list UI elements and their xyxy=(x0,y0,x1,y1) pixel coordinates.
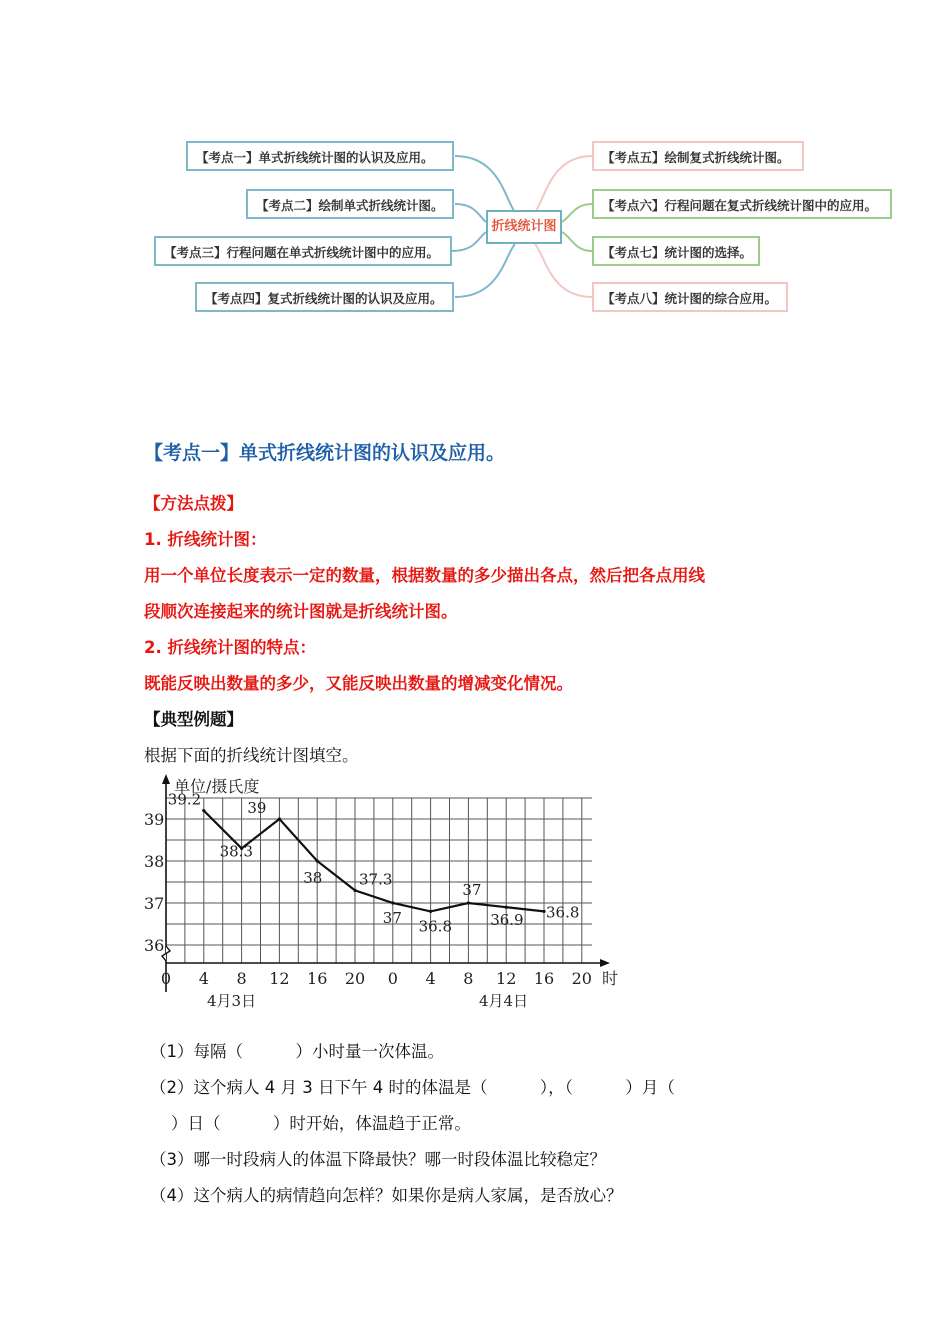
question-2-line-1: （2）这个病人 4 月 3 日下午 4 时的体温是（ ），（ ）月（ xyxy=(150,1078,675,1097)
question-3: （3）哪一时段病人的体温下降最快？哪一时段体温比较稳定？ xyxy=(150,1150,606,1169)
temperature-line-chart xyxy=(140,770,640,1015)
example-intro: 根据下面的折线统计图填空。 xyxy=(144,746,359,765)
method-title: 【方法点拨】 xyxy=(144,494,243,513)
x-tick-label: 20 xyxy=(571,969,592,988)
x-tick-label: 8 xyxy=(463,969,474,988)
data-point xyxy=(278,817,281,820)
mind-map xyxy=(0,0,950,340)
x-tick-label: 12 xyxy=(496,969,517,988)
mindmap-center-node: 折线统计图 xyxy=(486,210,562,244)
y-tick-label: 39 xyxy=(144,810,165,829)
y-axis-title: 单位/摄氏度 xyxy=(174,777,260,796)
x-axis-arrow xyxy=(600,959,610,967)
data-point xyxy=(505,906,508,909)
data-label: 36.8 xyxy=(418,917,453,936)
point-1-line-1: 用一个单位长度表示一定的数量，根据数量的多少描出各点，然后把各点用线 xyxy=(144,566,705,585)
data-label: 37.3 xyxy=(359,870,393,889)
x-tick-label: 20 xyxy=(344,969,366,988)
data-label: 38 xyxy=(303,869,323,887)
point-1-title: 1. 折线统计图： xyxy=(144,530,267,549)
mindmap-node-left-4: 【考点四】复式折线统计图的认识及应用。 xyxy=(195,282,454,312)
point-2-title: 2. 折线统计图的特点： xyxy=(144,638,316,657)
data-label: 37 xyxy=(462,881,482,899)
example-title: 【典型例题】 xyxy=(144,710,243,729)
data-point xyxy=(353,889,356,892)
x-tick-labels xyxy=(161,969,592,988)
mindmap-node-left-1: 【考点一】单式折线统计图的认识及应用。 xyxy=(186,141,454,171)
question-2-line-2: ）日（ ）时开始，体温趋于正常。 xyxy=(150,1114,471,1133)
point-2-line-1: 既能反映出数量的多少，又能反映出数量的增减变化情况。 xyxy=(144,674,573,693)
date-label-apr-4: 4月4日 xyxy=(479,992,529,1010)
x-tick-label: 0 xyxy=(387,969,398,988)
x-tick-label: 12 xyxy=(269,969,290,988)
mindmap-node-right-5: 【考点五】绘制复式折线统计图。 xyxy=(592,141,804,171)
data-label: 37 xyxy=(382,909,402,927)
y-tick-label: 36 xyxy=(144,936,165,955)
data-point xyxy=(429,910,432,913)
data-point xyxy=(316,859,319,862)
x-tick-label: 8 xyxy=(236,969,247,988)
question-1: （1）每隔（ ）小时量一次体温。 xyxy=(150,1042,444,1061)
mindmap-node-right-8: 【考点八】统计图的综合应用。 xyxy=(592,282,788,312)
x-axis-unit: 时 xyxy=(602,969,619,988)
section-heading: 【考点一】单式折线统计图的认识及应用。 xyxy=(144,442,506,464)
mindmap-node-right-6: 【考点六】行程问题在复式折线统计图中的应用。 xyxy=(592,189,892,219)
date-label-apr-3: 4月3日 xyxy=(207,992,257,1010)
y-tick-label: 38 xyxy=(144,852,165,871)
y-tick-label: 37 xyxy=(144,894,165,913)
x-tick-label: 4 xyxy=(425,969,436,988)
data-label: 39.2 xyxy=(167,790,202,809)
x-tick-label: 16 xyxy=(307,969,328,988)
data-point xyxy=(391,901,394,904)
mindmap-node-left-2: 【考点二】绘制单式折线统计图。 xyxy=(246,189,454,219)
x-tick-label: 4 xyxy=(198,969,209,988)
question-4: （4）这个病人的病情趋向怎样？如果你是病人家属，是否放心？ xyxy=(150,1186,623,1205)
data-label: 39 xyxy=(247,799,267,817)
mindmap-node-left-3: 【考点三】行程问题在单式折线统计图中的应用。 xyxy=(154,236,452,266)
data-label: 36.9 xyxy=(490,911,524,930)
x-tick-label: 16 xyxy=(533,969,555,988)
data-label: 36.8 xyxy=(546,903,580,922)
x-tick-label: 0 xyxy=(160,969,172,988)
mind-map-connectors xyxy=(0,0,950,340)
y-axis-arrow xyxy=(162,774,170,784)
point-1-line-2: 段顺次连接起来的统计图就是折线统计图。 xyxy=(144,602,458,621)
data-point xyxy=(202,809,205,812)
data-label: 38.3 xyxy=(219,842,254,861)
data-point xyxy=(467,901,470,904)
mindmap-node-right-7: 【考点七】统计图的选择。 xyxy=(592,236,760,266)
